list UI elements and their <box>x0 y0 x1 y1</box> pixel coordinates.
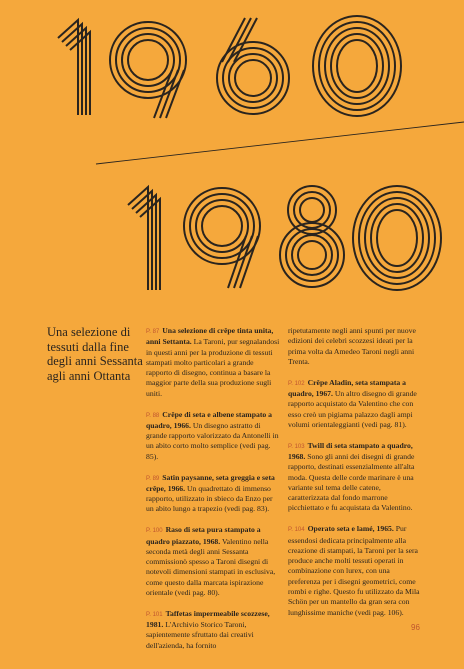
digit-1-top <box>58 20 90 115</box>
caption-title: Crêpe Aladin, seta stampata a quadro, 1967. <box>288 377 407 398</box>
page-ref: P. 89 <box>146 475 160 482</box>
caption-text: Valentino nella seconda metà degli anni Sessanta commissionò spesso a Taroni disegni di notevoli dimensioni stampati in esclusiva, come questo dalla marcata ispirazione orientale (vedi pag. 80). <box>146 536 276 598</box>
digit-8-bottom <box>280 186 344 287</box>
caption-title: Una selezione di crêpe tinta unita, anni Settanta. <box>146 326 274 347</box>
caption-title: Twill di seta stampato a quadro, 1968. <box>288 440 413 461</box>
text-column-right <box>288 326 423 628</box>
page-number: 96 <box>411 623 420 632</box>
caption-title: Operato seta e lamé, 1965. <box>307 524 394 534</box>
caption-entry <box>146 609 281 651</box>
caption-text: Un altro disegno di grande rapporto acquistato da Valentino che con esso creò un pigiama palazzo dagli ampi volumi orientaleggianti (vedi pag. 81). <box>288 388 417 429</box>
caption-text: La Taroni, pur segnalandosi in questi anni per la produzione di tessuti stampati molto particolari a grande rapporto di disegno, continua a basare la maggior parte della sua produzione sugli uniti. <box>146 337 280 398</box>
page-ref: P. 103 <box>288 443 305 450</box>
page-ref: P. 87 <box>146 329 160 335</box>
digit-6-top <box>217 18 289 114</box>
page-ref: P. 88 <box>146 412 160 419</box>
caption-text: L'Archivio Storico Taroni, sapientemente sfruttato dai creativi dell'azienda, ha fornito <box>146 620 254 650</box>
caption-text: Sono gli anni dei disegni di grande rapporto, destinati essenzialmente all'alta moda. Questa delle corde marinare è una variante sul tema delle catene, caratterizzata dal fondo marrone picchiettato e fu acquistata da Valentino. <box>288 451 415 513</box>
diagonal-divider <box>96 122 464 164</box>
page-ref: P. 102 <box>288 380 305 387</box>
caption-entry <box>146 326 281 399</box>
caption-title: Crêpe di seta e albene stampato a quadro, 1966. <box>146 409 272 430</box>
text-column-left <box>146 326 281 662</box>
caption-text: Pur essendosi dedicata principalmente alla creazione di stampati, la Taroni per la sera produce anche molti tessuti operati in combinazione con lurex, con una preferenza per i disegni geometrici, come rombi e righe. Questo fu utilizzato da Mila Schön per un mantello da gran sera con lunghissime maniche (vedi pag. 106). <box>288 524 420 617</box>
caption-title: Raso di seta pura stampato a quadro piazzato, 1968. <box>146 525 261 546</box>
caption-title: Satin paysanne, seta greggia e seta crêpe, 1966. <box>146 472 275 493</box>
caption-continuation: ripetutamente negli anni spunti per nuove edizioni dei celebri scozzesi ideati per la prima volta da Amedeo Taroni negli anni Trenta. <box>288 326 416 366</box>
caption-entry <box>288 378 423 430</box>
caption-text: Un quadrettato di immenso rapporto, utilizzato in sbieco da Enzo per un abito lungo a trapezio (vedi pag. 83). <box>146 483 273 514</box>
caption-title: Taffetas impermeabile scozzese, 1981. <box>146 608 270 630</box>
caption-entry <box>288 524 423 618</box>
caption-entry <box>146 410 281 462</box>
digit-0-bottom <box>353 186 441 290</box>
digit-9-top <box>110 22 186 118</box>
digit-1-bottom <box>128 187 160 290</box>
caption-entry <box>146 473 281 515</box>
caption-text: Un disegno astratto di grande rapporto valorizzato da Antonelli in un abito corto molto semplice (vedi pag. 85). <box>146 420 279 461</box>
page-ref: P. 101 <box>146 611 163 618</box>
digit-0-top <box>313 16 401 116</box>
digit-9-bottom <box>184 188 260 288</box>
page-ref: P. 100 <box>146 528 163 535</box>
intro-heading: Una selezione di tessuti dalla fine degli anni Sessanta agli anni Ottanta <box>47 325 143 383</box>
caption-entry <box>288 441 423 514</box>
caption-entry <box>146 525 281 598</box>
page-ref: P. 104 <box>288 527 305 534</box>
